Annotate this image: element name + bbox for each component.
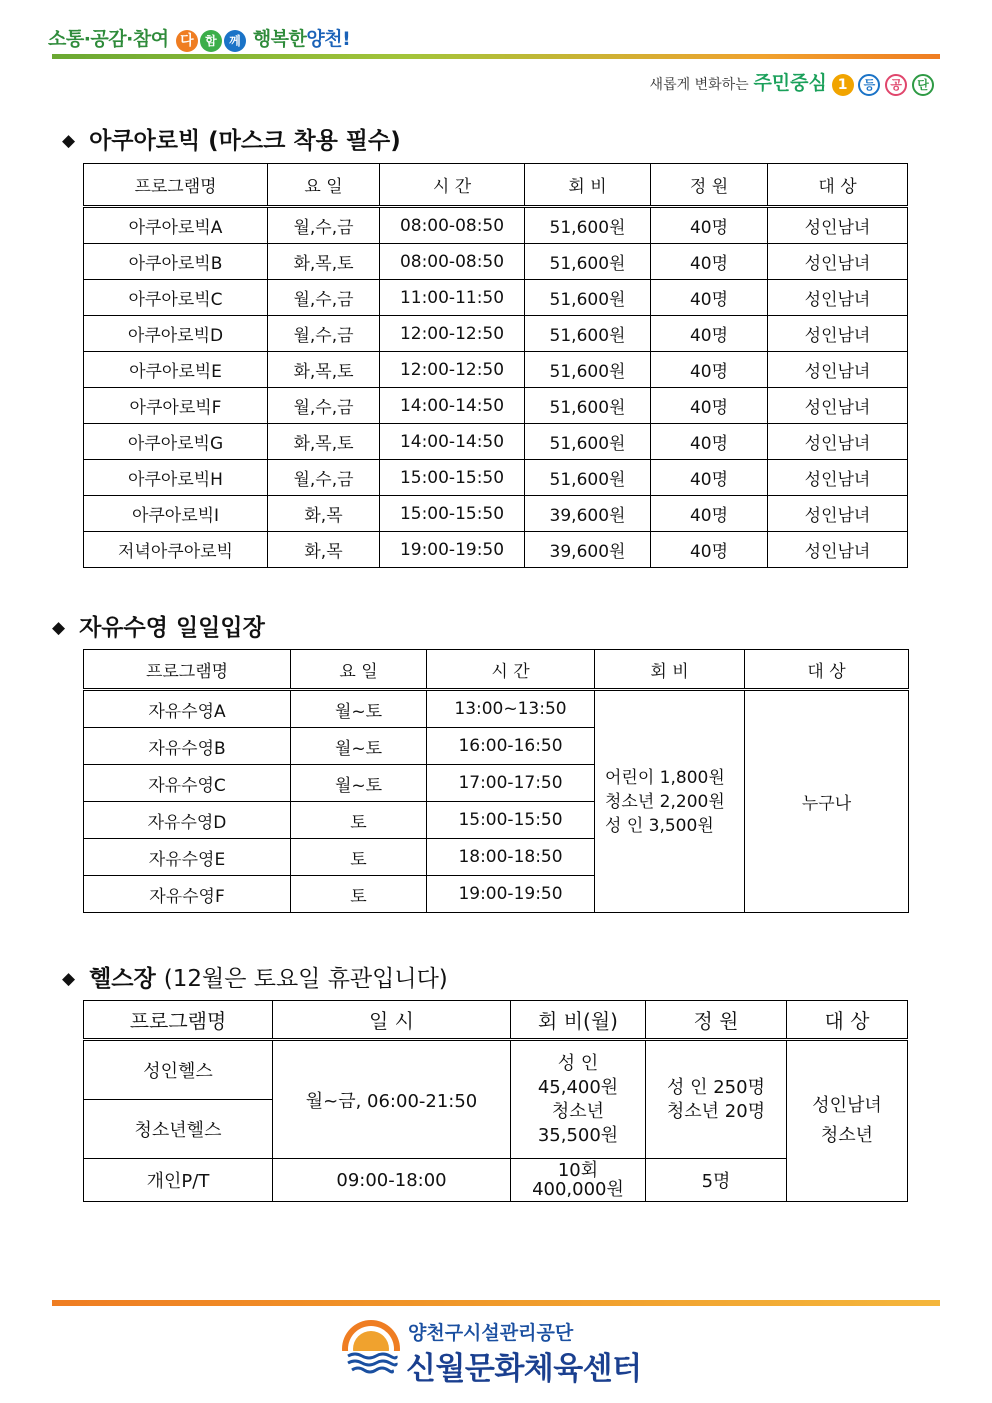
table-cell: 성 인 250명 청소년 20명	[646, 1040, 787, 1159]
table-cell: 40명	[651, 352, 768, 388]
table-cell: 화,목,토	[268, 352, 380, 388]
table-cell: 월,수,금	[268, 280, 380, 316]
table-cell: 40명	[651, 388, 768, 424]
aqua-title-text: 아쿠아로빅 (마스크 착용 필수)	[89, 128, 401, 154]
table-cell: 성인남녀	[768, 424, 908, 460]
table-cell: 성인헬스	[84, 1040, 273, 1100]
table-cell: 아쿠아로빅A	[84, 207, 268, 244]
table-cell: 40명	[651, 496, 768, 532]
table-cell: 아쿠아로빅C	[84, 280, 268, 316]
aqua-table	[83, 163, 908, 568]
table-cell: 화,목,토	[268, 424, 380, 460]
table-cell: 아쿠아로빅B	[84, 244, 268, 280]
table-cell: 5명	[646, 1159, 787, 1202]
table-cell: 성인남녀	[768, 207, 908, 244]
footer-organization: 양천구시설관리공단	[408, 1322, 574, 1344]
table-row	[84, 1159, 908, 1202]
swim-header-row	[84, 650, 909, 690]
col-header: 시 간	[427, 650, 595, 690]
col-header: 프로그램명	[84, 1001, 273, 1040]
slogan-da-badge: 다	[176, 30, 198, 52]
gym-title-text: 헬스장	[89, 966, 156, 992]
col-header: 일 시	[273, 1001, 511, 1040]
table-cell: 성인남녀	[768, 460, 908, 496]
table-cell: 12:00-12:50	[380, 352, 525, 388]
table-cell: 40명	[651, 460, 768, 496]
table-cell: 성인남녀	[768, 280, 908, 316]
footer-center-name: 신월문화체육센터	[406, 1351, 642, 1387]
table-row	[84, 496, 908, 532]
table-row	[84, 460, 908, 496]
swim-target-cell: 누구나	[745, 690, 909, 913]
slogan-text: 소통·공감·참여	[48, 28, 169, 50]
table-row	[84, 207, 908, 244]
table-cell: 청소년헬스	[84, 1100, 273, 1159]
table-cell: 39,600원	[525, 496, 651, 532]
col-header: 시 간	[380, 164, 525, 207]
circle-char-2: 공	[885, 74, 907, 96]
header-subtitle	[650, 68, 934, 96]
aqua-header-row	[84, 164, 908, 207]
col-header: 회 비	[525, 164, 651, 207]
table-cell: 월~토	[291, 728, 427, 765]
table-row	[84, 424, 908, 460]
col-header: 회 비	[595, 650, 745, 690]
col-header: 프로그램명	[84, 164, 268, 207]
table-cell: 성인남녀	[768, 496, 908, 532]
table-cell: 51,600원	[525, 460, 651, 496]
table-cell: 15:00-15:50	[380, 496, 525, 532]
table-cell: 13:00~13:50	[427, 690, 595, 728]
table-cell: 아쿠아로빅G	[84, 424, 268, 460]
table-cell: 16:00-16:50	[427, 728, 595, 765]
table-cell: 성인남녀	[768, 388, 908, 424]
table-cell: 개인P/T	[84, 1159, 273, 1202]
col-header: 프로그램명	[84, 650, 291, 690]
table-cell: 월~금, 06:00-21:50	[273, 1040, 511, 1159]
table-cell: 성 인 45,400원 청소년 35,500원	[511, 1040, 646, 1159]
table-row	[84, 352, 908, 388]
table-cell: 08:00-08:50	[380, 244, 525, 280]
table-cell: 40명	[651, 316, 768, 352]
table-row	[84, 1040, 908, 1100]
table-cell: 자유수영E	[84, 839, 291, 876]
col-header: 요 일	[268, 164, 380, 207]
slogan-text-c: 양천!	[306, 28, 351, 50]
table-cell: 40명	[651, 244, 768, 280]
sun-wave-logo-icon	[340, 1318, 402, 1380]
diamond-bullet-icon: ◆	[62, 131, 76, 151]
table-cell: 11:00-11:50	[380, 280, 525, 316]
diamond-bullet-icon: ◆	[52, 618, 66, 638]
col-header: 요 일	[291, 650, 427, 690]
table-cell: 월~토	[291, 690, 427, 728]
table-cell: 월,수,금	[268, 388, 380, 424]
table-cell: 토	[291, 802, 427, 839]
col-header: 대 상	[745, 650, 909, 690]
table-cell: 39,600원	[525, 532, 651, 568]
table-cell: 아쿠아로빅E	[84, 352, 268, 388]
table-row	[84, 316, 908, 352]
table-cell: 15:00-15:50	[380, 460, 525, 496]
gym-target-cell: 성인남녀 청소년	[787, 1040, 908, 1202]
table-cell: 51,600원	[525, 316, 651, 352]
table-cell: 18:00-18:50	[427, 839, 595, 876]
table-row	[84, 244, 908, 280]
table-cell: 화,목	[268, 496, 380, 532]
table-cell: 월,수,금	[268, 207, 380, 244]
table-cell: 아쿠아로빅H	[84, 460, 268, 496]
sub-big-text: 주민중심	[753, 72, 827, 94]
table-cell: 19:00-19:50	[427, 876, 595, 913]
gym-section-title	[62, 960, 448, 993]
table-cell: 51,600원	[525, 207, 651, 244]
table-cell: 저녁아쿠아로빅	[84, 532, 268, 568]
col-header: 정 원	[651, 164, 768, 207]
table-row	[84, 280, 908, 316]
gym-title-note: (12월은 토요일 휴관입니다)	[163, 966, 448, 992]
table-cell: 토	[291, 839, 427, 876]
header-slogan	[48, 24, 350, 52]
table-cell: 성인남녀	[768, 316, 908, 352]
sub-small-text: 새롭게 변화하는	[649, 77, 749, 93]
col-header: 대 상	[768, 164, 908, 207]
table-cell: 51,600원	[525, 244, 651, 280]
table-cell: 성인남녀	[768, 352, 908, 388]
table-cell: 월~토	[291, 765, 427, 802]
table-cell: 아쿠아로빅D	[84, 316, 268, 352]
swim-title-text: 자유수영 일일입장	[79, 615, 265, 641]
table-cell: 40명	[651, 424, 768, 460]
table-cell: 09:00-18:00	[273, 1159, 511, 1202]
table-cell: 15:00-15:50	[427, 802, 595, 839]
swim-section-title	[52, 609, 265, 642]
table-cell: 51,600원	[525, 388, 651, 424]
table-cell: 아쿠아로빅F	[84, 388, 268, 424]
table-cell: 토	[291, 876, 427, 913]
gym-header-row	[84, 1001, 908, 1040]
table-cell: 자유수영A	[84, 690, 291, 728]
aqua-section-title	[62, 122, 401, 155]
table-row	[84, 690, 909, 728]
table-cell: 자유수영F	[84, 876, 291, 913]
table-cell: 12:00-12:50	[380, 316, 525, 352]
circle-char-3: 단	[912, 74, 934, 96]
swim-table	[83, 649, 909, 913]
table-row	[84, 388, 908, 424]
table-cell: 화,목	[268, 532, 380, 568]
table-cell: 51,600원	[525, 280, 651, 316]
table-cell: 월,수,금	[268, 316, 380, 352]
header-divider	[52, 54, 940, 59]
gym-table	[83, 1000, 908, 1202]
table-cell: 자유수영C	[84, 765, 291, 802]
col-header: 대 상	[787, 1001, 908, 1040]
footer-divider	[52, 1300, 940, 1306]
slogan-ge-badge: 께	[224, 30, 246, 52]
table-cell: 40명	[651, 532, 768, 568]
table-cell: 성인남녀	[768, 532, 908, 568]
table-cell: 10회 400,000원	[511, 1159, 646, 1202]
table-cell: 08:00-08:50	[380, 207, 525, 244]
table-cell: 월,수,금	[268, 460, 380, 496]
circle-char-1: 등	[858, 74, 880, 96]
table-cell: 17:00-17:50	[427, 765, 595, 802]
table-cell: 14:00-14:50	[380, 388, 525, 424]
swim-fee-cell: 어린이 1,800원 청소년 2,200원 성 인 3,500원	[595, 690, 745, 913]
slogan-text-b: 행복한	[252, 28, 307, 50]
table-cell: 아쿠아로빅I	[84, 496, 268, 532]
table-cell: 자유수영D	[84, 802, 291, 839]
table-cell: 14:00-14:50	[380, 424, 525, 460]
table-cell: 19:00-19:50	[380, 532, 525, 568]
number-one-badge: 1	[832, 74, 854, 96]
col-header: 정 원	[646, 1001, 787, 1040]
table-cell: 51,600원	[525, 352, 651, 388]
table-cell: 화,목,토	[268, 244, 380, 280]
slogan-ham-badge: 함	[200, 30, 222, 52]
table-cell: 51,600원	[525, 424, 651, 460]
table-cell: 자유수영B	[84, 728, 291, 765]
table-cell: 40명	[651, 207, 768, 244]
table-cell: 성인남녀	[768, 244, 908, 280]
col-header: 회 비(월)	[511, 1001, 646, 1040]
table-row	[84, 532, 908, 568]
diamond-bullet-icon: ◆	[62, 969, 76, 989]
table-cell: 40명	[651, 280, 768, 316]
